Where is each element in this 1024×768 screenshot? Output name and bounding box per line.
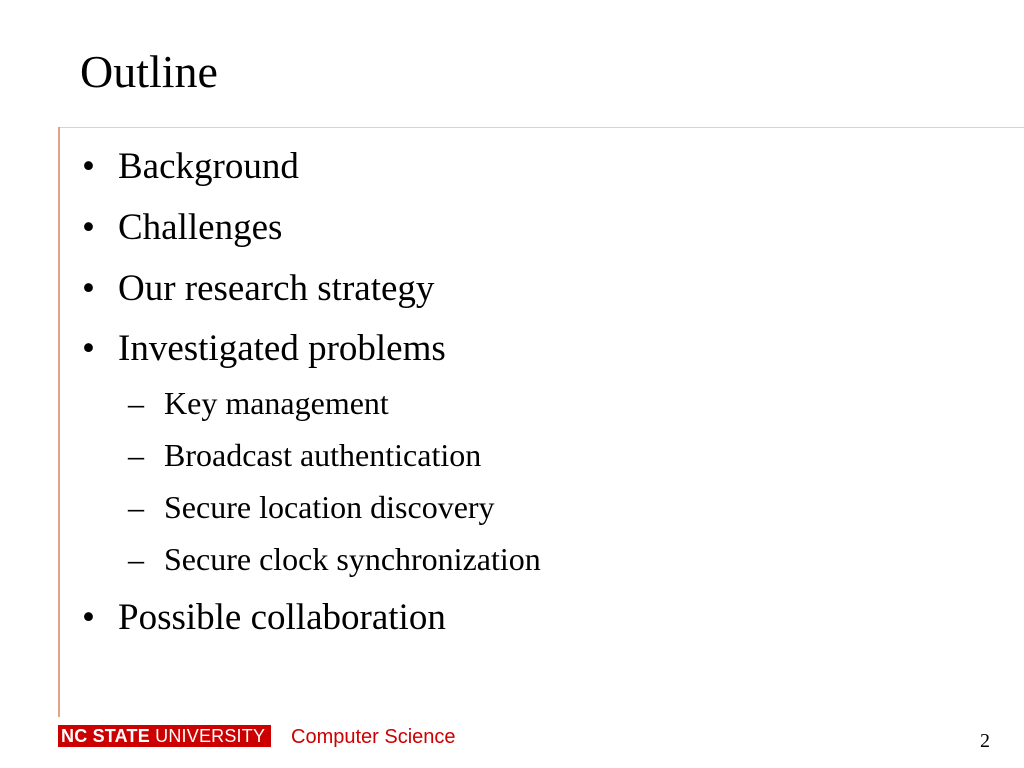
page-number: 2 <box>980 730 990 752</box>
bullet-marker: • <box>82 268 95 309</box>
dash-marker: – <box>128 489 144 525</box>
bullet-marker: • <box>82 328 95 369</box>
dash-marker: – <box>128 385 144 421</box>
bullet-marker: • <box>82 207 95 248</box>
dash-marker: – <box>128 437 144 473</box>
department-label: Computer Science <box>291 726 456 748</box>
sub-item-text: Broadcast authentication <box>164 437 482 473</box>
outline-item-text: Background <box>118 146 299 187</box>
slide-title: Outline <box>80 46 218 97</box>
outline-item-text: Possible collaboration <box>118 597 446 638</box>
logo-university: UNIVERSITY <box>155 726 266 746</box>
bullet-marker: • <box>82 597 95 638</box>
sub-item-text: Key management <box>164 385 389 421</box>
nc-state-university-logo <box>58 725 271 747</box>
logo-nc-state: NC STATE <box>61 726 150 746</box>
outline-item-text: Challenges <box>118 207 283 248</box>
sub-item-text: Secure clock synchronization <box>164 541 541 577</box>
outline-item-text: Our research strategy <box>118 268 435 309</box>
outline-item-text: Investigated problems <box>118 328 446 369</box>
bullet-marker: • <box>82 146 95 187</box>
sub-item-text: Secure location discovery <box>164 489 495 525</box>
dash-marker: – <box>128 541 144 577</box>
